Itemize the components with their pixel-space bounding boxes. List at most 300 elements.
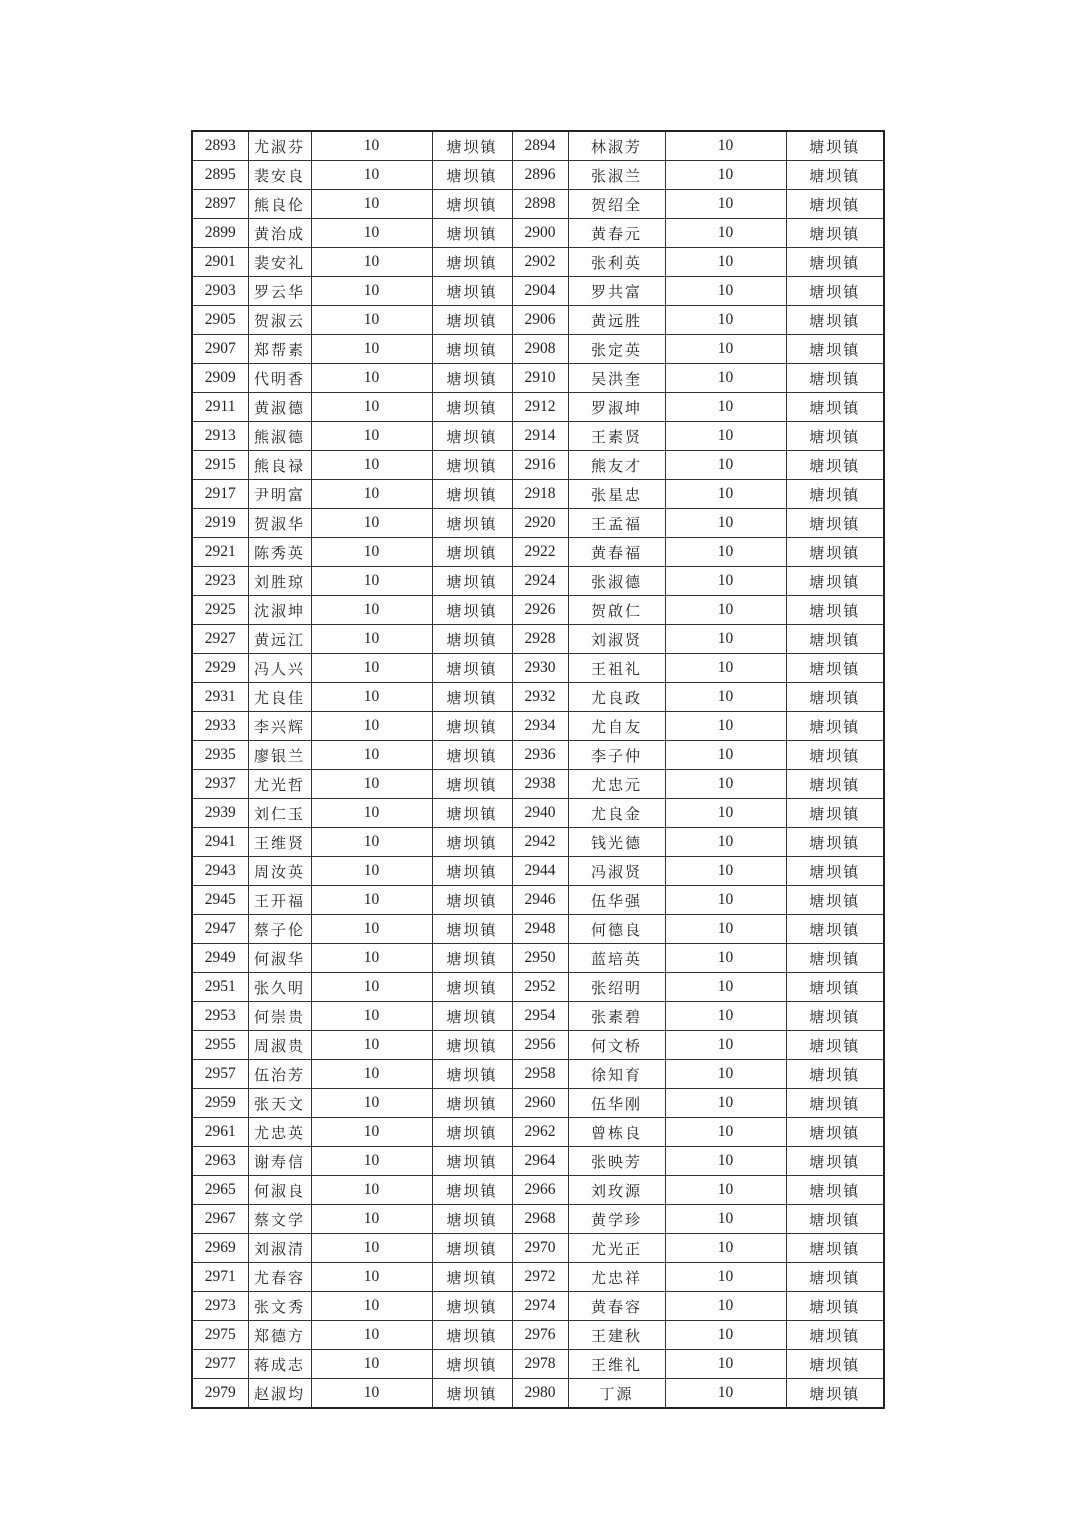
amount: 10 [311, 1147, 432, 1176]
amount: 10 [665, 625, 786, 654]
table-row [192, 1263, 884, 1292]
person-name: 黄学珍 [568, 1205, 665, 1234]
person-name: 黄远胜 [568, 306, 665, 335]
record-number: 2934 [512, 712, 568, 741]
amount: 10 [311, 799, 432, 828]
town-name: 塘坝镇 [786, 973, 884, 1002]
town-name: 塘坝镇 [432, 1147, 512, 1176]
record-number: 2938 [512, 770, 568, 799]
table-row [192, 886, 884, 915]
record-number: 2908 [512, 335, 568, 364]
table-row [192, 799, 884, 828]
record-number: 2895 [192, 161, 248, 190]
amount: 10 [311, 1263, 432, 1292]
record-number: 2954 [512, 1002, 568, 1031]
table-row [192, 480, 884, 509]
town-name: 塘坝镇 [432, 625, 512, 654]
person-name: 张久明 [248, 973, 311, 1002]
record-number: 2933 [192, 712, 248, 741]
person-name: 黄春元 [568, 219, 665, 248]
record-number: 2932 [512, 683, 568, 712]
table-row [192, 1321, 884, 1350]
person-name: 尤良政 [568, 683, 665, 712]
record-number: 2919 [192, 509, 248, 538]
amount: 10 [665, 1118, 786, 1147]
person-name: 丁源 [568, 1379, 665, 1409]
town-name: 塘坝镇 [786, 335, 884, 364]
town-name: 塘坝镇 [432, 422, 512, 451]
amount: 10 [311, 1234, 432, 1263]
record-number: 2935 [192, 741, 248, 770]
person-name: 王祖礼 [568, 654, 665, 683]
table-row [192, 857, 884, 886]
record-number: 2921 [192, 538, 248, 567]
roster-table [191, 130, 885, 1409]
record-number: 2916 [512, 451, 568, 480]
amount: 10 [311, 393, 432, 422]
amount: 10 [311, 828, 432, 857]
town-name: 塘坝镇 [786, 1176, 884, 1205]
record-number: 2967 [192, 1205, 248, 1234]
town-name: 塘坝镇 [786, 509, 884, 538]
person-name: 尤良金 [568, 799, 665, 828]
amount: 10 [665, 712, 786, 741]
person-name: 代明香 [248, 364, 311, 393]
town-name: 塘坝镇 [432, 364, 512, 393]
record-number: 2942 [512, 828, 568, 857]
record-number: 2941 [192, 828, 248, 857]
table-row [192, 364, 884, 393]
table-row [192, 944, 884, 973]
table-row [192, 1060, 884, 1089]
person-name: 冯淑贤 [568, 857, 665, 886]
record-number: 2944 [512, 857, 568, 886]
town-name: 塘坝镇 [786, 538, 884, 567]
town-name: 塘坝镇 [786, 886, 884, 915]
town-name: 塘坝镇 [786, 799, 884, 828]
table-row [192, 683, 884, 712]
person-name: 蔡子伦 [248, 915, 311, 944]
town-name: 塘坝镇 [432, 828, 512, 857]
amount: 10 [311, 915, 432, 944]
table-row [192, 1118, 884, 1147]
town-name: 塘坝镇 [432, 973, 512, 1002]
person-name: 何淑华 [248, 944, 311, 973]
person-name: 贺淑云 [248, 306, 311, 335]
record-number: 2909 [192, 364, 248, 393]
amount: 10 [311, 625, 432, 654]
record-number: 2970 [512, 1234, 568, 1263]
record-number: 2900 [512, 219, 568, 248]
person-name: 张绍明 [568, 973, 665, 1002]
person-name: 黄春福 [568, 538, 665, 567]
record-number: 2959 [192, 1089, 248, 1118]
amount: 10 [311, 538, 432, 567]
table-row [192, 509, 884, 538]
amount: 10 [665, 567, 786, 596]
record-number: 2922 [512, 538, 568, 567]
town-name: 塘坝镇 [786, 393, 884, 422]
person-name: 尤光哲 [248, 770, 311, 799]
record-number: 2956 [512, 1031, 568, 1060]
person-name: 曾栋良 [568, 1118, 665, 1147]
table-row [192, 915, 884, 944]
town-name: 塘坝镇 [432, 741, 512, 770]
town-name: 塘坝镇 [786, 567, 884, 596]
person-name: 李子仲 [568, 741, 665, 770]
person-name: 尤淑芬 [248, 131, 311, 161]
amount: 10 [665, 857, 786, 886]
town-name: 塘坝镇 [432, 596, 512, 625]
town-name: 塘坝镇 [786, 1292, 884, 1321]
amount: 10 [311, 596, 432, 625]
amount: 10 [665, 1350, 786, 1379]
town-name: 塘坝镇 [786, 857, 884, 886]
record-number: 2905 [192, 306, 248, 335]
town-name: 塘坝镇 [432, 1176, 512, 1205]
table-row [192, 538, 884, 567]
amount: 10 [665, 248, 786, 277]
table-row [192, 1176, 884, 1205]
town-name: 塘坝镇 [786, 1060, 884, 1089]
amount: 10 [665, 944, 786, 973]
town-name: 塘坝镇 [786, 1234, 884, 1263]
town-name: 塘坝镇 [786, 944, 884, 973]
amount: 10 [665, 1031, 786, 1060]
person-name: 张星忠 [568, 480, 665, 509]
town-name: 塘坝镇 [786, 1031, 884, 1060]
record-number: 2907 [192, 335, 248, 364]
town-name: 塘坝镇 [432, 1350, 512, 1379]
table-row [192, 596, 884, 625]
record-number: 2897 [192, 190, 248, 219]
amount: 10 [311, 451, 432, 480]
town-name: 塘坝镇 [786, 596, 884, 625]
person-name: 黄远江 [248, 625, 311, 654]
person-name: 尤忠英 [248, 1118, 311, 1147]
record-number: 2972 [512, 1263, 568, 1292]
town-name: 塘坝镇 [786, 1147, 884, 1176]
record-number: 2925 [192, 596, 248, 625]
person-name: 何文桥 [568, 1031, 665, 1060]
record-number: 2968 [512, 1205, 568, 1234]
amount: 10 [311, 770, 432, 799]
amount: 10 [665, 799, 786, 828]
amount: 10 [311, 973, 432, 1002]
town-name: 塘坝镇 [786, 654, 884, 683]
person-name: 尤自友 [568, 712, 665, 741]
person-name: 郑帮素 [248, 335, 311, 364]
record-number: 2958 [512, 1060, 568, 1089]
amount: 10 [665, 451, 786, 480]
amount: 10 [665, 828, 786, 857]
amount: 10 [665, 886, 786, 915]
town-name: 塘坝镇 [786, 1379, 884, 1409]
person-name: 张利英 [568, 248, 665, 277]
record-number: 2904 [512, 277, 568, 306]
amount: 10 [665, 1002, 786, 1031]
amount: 10 [665, 364, 786, 393]
person-name: 王孟福 [568, 509, 665, 538]
amount: 10 [665, 1060, 786, 1089]
record-number: 2947 [192, 915, 248, 944]
record-number: 2917 [192, 480, 248, 509]
amount: 10 [665, 190, 786, 219]
record-number: 2903 [192, 277, 248, 306]
table-row [192, 973, 884, 1002]
town-name: 塘坝镇 [432, 654, 512, 683]
town-name: 塘坝镇 [432, 451, 512, 480]
amount: 10 [311, 654, 432, 683]
record-number: 2910 [512, 364, 568, 393]
person-name: 熊淑德 [248, 422, 311, 451]
record-number: 2976 [512, 1321, 568, 1350]
record-number: 2913 [192, 422, 248, 451]
person-name: 伍华强 [568, 886, 665, 915]
table-row [192, 1379, 884, 1409]
amount: 10 [311, 683, 432, 712]
amount: 10 [665, 1089, 786, 1118]
record-number: 2924 [512, 567, 568, 596]
roster-body [192, 131, 884, 1408]
town-name: 塘坝镇 [432, 915, 512, 944]
record-number: 2914 [512, 422, 568, 451]
town-name: 塘坝镇 [432, 1031, 512, 1060]
amount: 10 [665, 1292, 786, 1321]
town-name: 塘坝镇 [432, 219, 512, 248]
table-row [192, 567, 884, 596]
town-name: 塘坝镇 [432, 509, 512, 538]
table-row [192, 1002, 884, 1031]
person-name: 尤忠祥 [568, 1263, 665, 1292]
amount: 10 [665, 277, 786, 306]
record-number: 2936 [512, 741, 568, 770]
town-name: 塘坝镇 [786, 1321, 884, 1350]
person-name: 王建秋 [568, 1321, 665, 1350]
person-name: 冯人兴 [248, 654, 311, 683]
person-name: 尤忠元 [568, 770, 665, 799]
amount: 10 [665, 1263, 786, 1292]
town-name: 塘坝镇 [432, 944, 512, 973]
record-number: 2915 [192, 451, 248, 480]
amount: 10 [311, 567, 432, 596]
amount: 10 [311, 306, 432, 335]
record-number: 2974 [512, 1292, 568, 1321]
table-row [192, 1089, 884, 1118]
amount: 10 [665, 480, 786, 509]
town-name: 塘坝镇 [786, 683, 884, 712]
town-name: 塘坝镇 [432, 1321, 512, 1350]
record-number: 2920 [512, 509, 568, 538]
person-name: 刘淑贤 [568, 625, 665, 654]
amount: 10 [665, 654, 786, 683]
record-number: 2961 [192, 1118, 248, 1147]
town-name: 塘坝镇 [432, 1205, 512, 1234]
record-number: 2927 [192, 625, 248, 654]
amount: 10 [665, 538, 786, 567]
record-number: 2943 [192, 857, 248, 886]
person-name: 沈淑坤 [248, 596, 311, 625]
amount: 10 [665, 683, 786, 712]
record-number: 2969 [192, 1234, 248, 1263]
town-name: 塘坝镇 [786, 828, 884, 857]
amount: 10 [665, 1147, 786, 1176]
amount: 10 [311, 335, 432, 364]
amount: 10 [311, 1350, 432, 1379]
amount: 10 [665, 915, 786, 944]
person-name: 谢寿信 [248, 1147, 311, 1176]
town-name: 塘坝镇 [786, 190, 884, 219]
person-name: 张文秀 [248, 1292, 311, 1321]
person-name: 刘淑清 [248, 1234, 311, 1263]
record-number: 2898 [512, 190, 568, 219]
table-row [192, 1205, 884, 1234]
town-name: 塘坝镇 [432, 393, 512, 422]
table-row [192, 1234, 884, 1263]
amount: 10 [311, 219, 432, 248]
town-name: 塘坝镇 [786, 248, 884, 277]
amount: 10 [665, 393, 786, 422]
record-number: 2929 [192, 654, 248, 683]
amount: 10 [665, 422, 786, 451]
table-row [192, 219, 884, 248]
amount: 10 [665, 1176, 786, 1205]
town-name: 塘坝镇 [432, 1263, 512, 1292]
record-number: 2899 [192, 219, 248, 248]
person-name: 刘胜琼 [248, 567, 311, 596]
person-name: 刘仁玉 [248, 799, 311, 828]
person-name: 熊良伦 [248, 190, 311, 219]
town-name: 塘坝镇 [432, 480, 512, 509]
amount: 10 [311, 161, 432, 190]
record-number: 2923 [192, 567, 248, 596]
table-row [192, 190, 884, 219]
record-number: 2939 [192, 799, 248, 828]
town-name: 塘坝镇 [786, 1350, 884, 1379]
amount: 10 [311, 480, 432, 509]
person-name: 钱光德 [568, 828, 665, 857]
record-number: 2957 [192, 1060, 248, 1089]
town-name: 塘坝镇 [432, 712, 512, 741]
town-name: 塘坝镇 [786, 741, 884, 770]
record-number: 2911 [192, 393, 248, 422]
amount: 10 [665, 161, 786, 190]
amount: 10 [311, 1118, 432, 1147]
town-name: 塘坝镇 [786, 219, 884, 248]
person-name: 罗共富 [568, 277, 665, 306]
town-name: 塘坝镇 [786, 451, 884, 480]
amount: 10 [311, 1176, 432, 1205]
town-name: 塘坝镇 [432, 306, 512, 335]
amount: 10 [311, 712, 432, 741]
person-name: 王开福 [248, 886, 311, 915]
town-name: 塘坝镇 [786, 770, 884, 799]
town-name: 塘坝镇 [786, 712, 884, 741]
person-name: 罗云华 [248, 277, 311, 306]
town-name: 塘坝镇 [432, 1379, 512, 1409]
table-row [192, 131, 884, 161]
amount: 10 [311, 1205, 432, 1234]
amount: 10 [311, 1321, 432, 1350]
person-name: 赵淑均 [248, 1379, 311, 1409]
record-number: 2955 [192, 1031, 248, 1060]
town-name: 塘坝镇 [432, 248, 512, 277]
amount: 10 [311, 364, 432, 393]
table-row [192, 306, 884, 335]
town-name: 塘坝镇 [432, 335, 512, 364]
amount: 10 [665, 1379, 786, 1409]
record-number: 2962 [512, 1118, 568, 1147]
person-name: 尤良佳 [248, 683, 311, 712]
amount: 10 [311, 1002, 432, 1031]
table-row [192, 277, 884, 306]
town-name: 塘坝镇 [432, 1002, 512, 1031]
town-name: 塘坝镇 [432, 1060, 512, 1089]
table-row [192, 248, 884, 277]
person-name: 王维贤 [248, 828, 311, 857]
record-number: 2978 [512, 1350, 568, 1379]
person-name: 尹明富 [248, 480, 311, 509]
record-number: 2894 [512, 131, 568, 161]
record-number: 2980 [512, 1379, 568, 1409]
person-name: 刘玫源 [568, 1176, 665, 1205]
table-row [192, 625, 884, 654]
town-name: 塘坝镇 [786, 625, 884, 654]
amount: 10 [665, 1321, 786, 1350]
person-name: 何崇贵 [248, 1002, 311, 1031]
table-row [192, 393, 884, 422]
person-name: 罗淑坤 [568, 393, 665, 422]
amount: 10 [311, 422, 432, 451]
person-name: 王维礼 [568, 1350, 665, 1379]
amount: 10 [311, 1292, 432, 1321]
town-name: 塘坝镇 [432, 1292, 512, 1321]
town-name: 塘坝镇 [786, 480, 884, 509]
town-name: 塘坝镇 [786, 1263, 884, 1292]
record-number: 2963 [192, 1147, 248, 1176]
person-name: 尤光正 [568, 1234, 665, 1263]
amount: 10 [665, 306, 786, 335]
amount: 10 [665, 131, 786, 161]
amount: 10 [311, 509, 432, 538]
town-name: 塘坝镇 [786, 422, 884, 451]
town-name: 塘坝镇 [432, 886, 512, 915]
person-name: 何德良 [568, 915, 665, 944]
amount: 10 [311, 1089, 432, 1118]
person-name: 黄治成 [248, 219, 311, 248]
town-name: 塘坝镇 [432, 277, 512, 306]
amount: 10 [311, 1031, 432, 1060]
town-name: 塘坝镇 [786, 1002, 884, 1031]
table-row [192, 161, 884, 190]
town-name: 塘坝镇 [786, 161, 884, 190]
town-name: 塘坝镇 [786, 277, 884, 306]
record-number: 2893 [192, 131, 248, 161]
record-number: 2926 [512, 596, 568, 625]
town-name: 塘坝镇 [432, 567, 512, 596]
table-row [192, 712, 884, 741]
record-number: 2930 [512, 654, 568, 683]
amount: 10 [311, 1379, 432, 1409]
town-name: 塘坝镇 [786, 1089, 884, 1118]
person-name: 黄春容 [568, 1292, 665, 1321]
person-name: 李兴辉 [248, 712, 311, 741]
record-number: 2952 [512, 973, 568, 1002]
person-name: 廖银兰 [248, 741, 311, 770]
person-name: 伍华刚 [568, 1089, 665, 1118]
town-name: 塘坝镇 [786, 1205, 884, 1234]
town-name: 塘坝镇 [432, 1089, 512, 1118]
